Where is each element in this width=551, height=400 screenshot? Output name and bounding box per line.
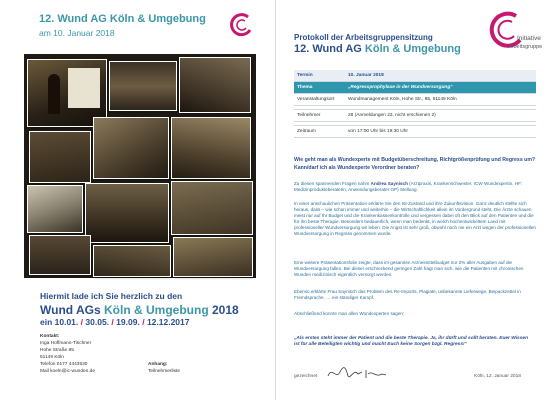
invitation-page: [0, 0, 275, 400]
photo-audience-1: [110, 62, 176, 110]
header-title: 12. Wund AG Köln & Umgebung: [39, 13, 206, 25]
meeting-details-table: Termin 10. Januar 2018 Thema „Regressprophylaxe in der Wundversorgung“ Veranstaltungsort Wundmanagement Köln, Hohe Str., 85, 51149 Köln Teilnehmer 28 (Anmeldungen 23, nicht erschienen 2) Zeitraum von 17:00 Uhr bis 19:30 Uhr: [294, 70, 536, 138]
contact-email[interactable]: Mail koeln@ic-wunden.de: [40, 369, 95, 374]
photo-closing: [174, 238, 252, 276]
photo-networking: [94, 246, 170, 276]
protocol-subtitle: 12. Wund AG Köln & Umgebung: [294, 43, 461, 55]
svg-text:Arbeitsgruppe: Arbeitsgruppe: [508, 44, 543, 50]
attachment-link[interactable]: Teilnehmerliste: [148, 369, 180, 374]
event-title: Wund AGs Köln & Umgebung 2018: [40, 303, 239, 317]
contact-block: Kontakt: Inga Hoffmann-Tischner Hohe Straße 85 51149 Köln Telefon 0177 4443530 Mail koeln@ic-wunden.de: [40, 334, 95, 374]
event-photo-collage: [24, 54, 256, 278]
photo-presenter: [28, 60, 106, 126]
closing-quote: „Als erstes steht immer der Patient und die beste Therapie. Ja, ihr dürft und sollt beraten. Euer Wissen ist für alle Beteiligten wichtig und macht Euch keine Sorgen bzgl. Regress!“: [294, 336, 528, 348]
paragraph-presentation: In einer anschaulichen Präsentation erklärte Sie den Ist-Zustand und ihre Zukunftsvision. Ganz deutlich stellte sich heraus, dass – wie schon immer und weiterhin – die Wirtschaftlichkeit allein im Vordergrund steht. Die Ärzte schauen meist nur auf Ihr Budget und die Krankenkassenkontrolle und vergessen dabei oft den Blick auf den Patienten und die für ihn beste Therapie. Besonders bedauerlich, wenn man bedenkt, in welch hochentwickeltem Land mit professioneller Wundversorgung wir leben. Die Angst ist sehr groß, obwohl noch nie ein Arzt wegen der professionellen Wundversorgung in Regress genommen wurde.: [294, 201, 536, 236]
photo-room: [94, 118, 168, 178]
left-header: [0, 0, 275, 54]
photo-group: [30, 132, 90, 182]
icw-logo-icon: [228, 12, 254, 38]
photo-crowd: [86, 184, 168, 242]
protocol-page: [276, 0, 551, 400]
protocol-title: Protokoll der Arbeitsgruppensitzung: [294, 33, 433, 42]
header-date: am 10. Januar 2018: [39, 28, 115, 38]
photo-attendees: [30, 236, 90, 274]
paragraph-intro: Zu diesen spannenden Fragen nahm Andrea Saynisch (Arztpraxis, Krankenschwester, ICW Wundexpertin, HF: Medizinprodukteberaterin, Anwendungsberater OP) Stellung.: [294, 181, 523, 192]
paragraph-budget: Eine weitere Präsentationsfolie zeigte, dass im gesamten Arzneimittelbudget nur 2% aller Ausgaben auf die Wundversorgung fallen. Bei dieser erschreckend geringen Zahl fragt man sich, wie die Patienten mit chronischen Wunden medizinisch eigentlich versorgt werden.: [294, 260, 524, 277]
paragraph-reimport: Ebenso erklärte Frau Saynisch das Problem des Re-Imports, Plagiate, unbekannte Lieferwege, Beipackzettel in Fremdsprache, … ein ständiger Kampf.: [294, 289, 521, 300]
photo-discussion: [172, 118, 250, 178]
signed-label: gezeichnet: [294, 374, 318, 379]
svg-text:Initiative: Initiative: [517, 35, 541, 42]
photo-table: [172, 182, 252, 234]
photo-slide: [28, 186, 82, 232]
paragraph-conclusion: Abschließend konnte man allen Wundexperten sagen:: [294, 311, 405, 316]
key-question: Wie geht man als Wundexperte mit Budgetüberschreitung, Richtgrößenprüfung und Regress um? Kann/darf ich als Wundexperte Verordner beraten?: [294, 157, 536, 171]
attachment-block: Anhang: Teilnehmerliste: [148, 362, 180, 374]
place-date: Köln, 12. Januar 2018: [474, 374, 521, 379]
photo-audience-2: [180, 58, 250, 112]
event-dates: ein 10.01. / 30.05. / 19.09. / 12.12.2017: [40, 317, 190, 327]
initiative-logo-icon: [482, 10, 543, 54]
invite-line: Hiermit lade ich Sie herzlich zu den: [40, 291, 183, 301]
signature-icon: [326, 364, 388, 382]
